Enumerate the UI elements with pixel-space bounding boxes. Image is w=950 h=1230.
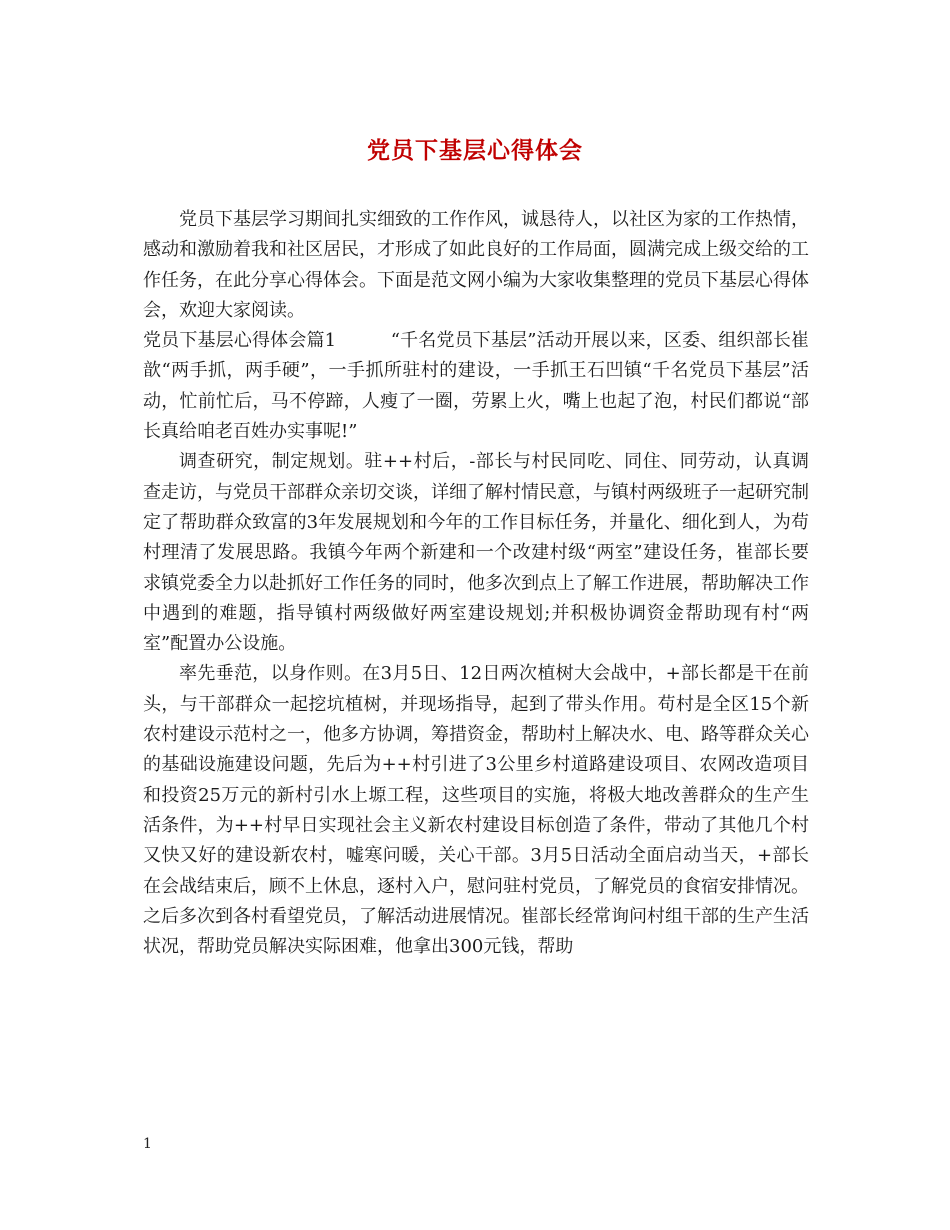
document-body [143,205,809,962]
paragraph-section-1: 党员下基层心得体会篇1 “千名党员下基层”活动开展以来，区委、组织部长崔歆“两手抓，两手硬”，一手抓所驻村的建设，一手抓王石凹镇“千名党员下基层”活动，忙前忙后，马不停蹄，人瘦了一圈，劳累上火，嘴上也起了泡，村民们都说“部长真给咱老百姓办实事呢!” [143,330,809,443]
paragraph-research: 调查研究，制定规划。驻++村后，-部长与村民同吃、同住、同劳动，认真调查走访，与党员干部群众亲切交谈，详细了解村情民意，与镇村两级班子一起研究制定了帮助群众致富的3年发展规划和今年的工作目标任务，并量化、细化到人，为苟村理清了发展思路。我镇今年两个新建和一个改建村级“两室”建设任务，崔部长要求镇党委全力以赴抓好工作任务的同时，他多次到点上了解工作进展，帮助解决工作中遇到的难题，指导镇村两级做好两室建设规划;并积极协调资金帮助现有村“两室”配置办公设施。 [143,451,809,655]
page-number: 1 [143,1136,152,1152]
paragraph-leading: 率先垂范，以身作则。在3月5日、12日两次植树大会战中，+部长都是干在前头，与干部群众一起挖坑植树，并现场指导，起到了带头作用。苟村是全区15个新农村建设示范村之一，他多方协调，筹措资金，帮助村上解决水、电、路等群众关心的基础设施建设问题，先后为++村引进了3公里乡村道路建设项目、农网改造项目和投资25万元的新村引水上塬工程，这些项目的实施，将极大地改善群众的生产生活条件，为++村早日实现社会主义新农村建设目标创造了条件，带动了其他几个村又快又好的建设新农村，嘘寒问暖，关心干部。3月5日活动全面启动当天，+部长在会战结束后，顾不上休息，逐村入户，慰问驻村党员，了解党员的食宿安排情况。之后多次到各村看望党员，了解活动进展情况。崔部长经常询问村组干部的生产生活状况，帮助党员解决实际困难，他拿出300元钱，帮助 [143,663,809,958]
paragraph-intro: 党员下基层学习期间扎实细致的工作作风，诚恳待人，以社区为家的工作热情，感动和激励着我和社区居民，才形成了如此良好的工作局面，圆满完成上级交给的工作任务，在此分享心得体会。下面是范文网小编为大家收集整理的党员下基层心得体会，欢迎大家阅读。 [143,209,809,321]
document-title: 党员下基层心得体会 [367,137,583,164]
